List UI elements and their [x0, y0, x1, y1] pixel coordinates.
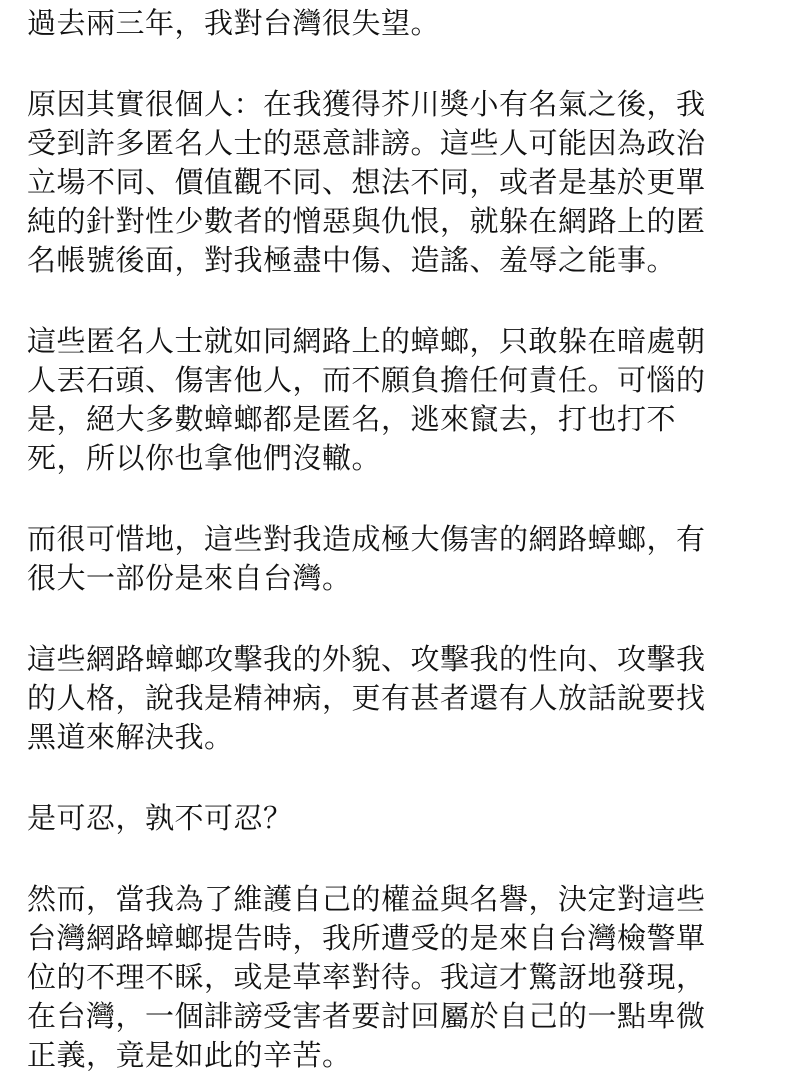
text-line: 人丟石頭、傷害他人，而不願負擔任何責任。可惱的 — [27, 363, 706, 397]
text-line: 受到許多匿名人士的惡意誹謗。這些人可能因為政治 — [27, 126, 706, 160]
text-line: 這些網路蟑螂攻擊我的外貌、攻擊我的性向、攻擊我 — [27, 642, 706, 676]
text-line: 黑道來解決我。 — [27, 720, 234, 754]
text-line: 這些匿名人士就如同網路上的蟑螂，只敢躲在暗處朝 — [27, 324, 706, 358]
text-line: 在台灣，一個誹謗受害者要討回屬於自己的一點卑微 — [27, 999, 706, 1033]
text-line: 立場不同、價值觀不同、想法不同，或者是基於更單 — [27, 165, 706, 199]
text-line: 很大一部份是來自台灣。 — [27, 561, 352, 595]
text-line: 名帳號後面，對我極盡中傷、造謠、羞辱之能事。 — [27, 243, 677, 277]
paragraph-4 — [27, 520, 812, 598]
paragraph-1 — [27, 4, 812, 43]
paragraph-5 — [27, 640, 812, 757]
text-line: 純的針對性少數者的憎惡與仇恨，就躲在網路上的匿 — [27, 204, 706, 238]
text-line: 而很可惜地，這些對我造成極大傷害的網路蟑螂，有 — [27, 522, 706, 556]
text-line: 死，所以你也拿他們沒轍。 — [27, 441, 382, 475]
text-line: 正義，竟是如此的辛苦。 — [27, 1038, 352, 1072]
text-line: 位的不理不睬，或是草率對待。我這才驚訝地發現， — [27, 960, 706, 994]
text-line: 然而，當我為了維護自己的權益與名譽，決定對這些 — [27, 882, 706, 916]
text-line: 台灣網路蟑螂提告時，我所遭受的是來自台灣檢警單 — [27, 921, 706, 955]
paragraph-6 — [27, 799, 812, 838]
paragraph-3 — [27, 322, 812, 478]
text-line: 的人格，說我是精神病，更有甚者還有人放話說要找 — [27, 681, 706, 715]
text-line: 是可忍，孰不可忍？ — [27, 801, 293, 835]
text-line: 原因其實很個人：在我獲得芥川獎小有名氣之後，我 — [27, 87, 706, 121]
text-line: 過去兩三年，我對台灣很失望。 — [27, 6, 441, 40]
text-line: 是，絕大多數蟑螂都是匿名，逃來竄去，打也打不 — [27, 402, 677, 436]
paragraph-7 — [27, 880, 812, 1075]
paragraph-2 — [27, 85, 812, 280]
